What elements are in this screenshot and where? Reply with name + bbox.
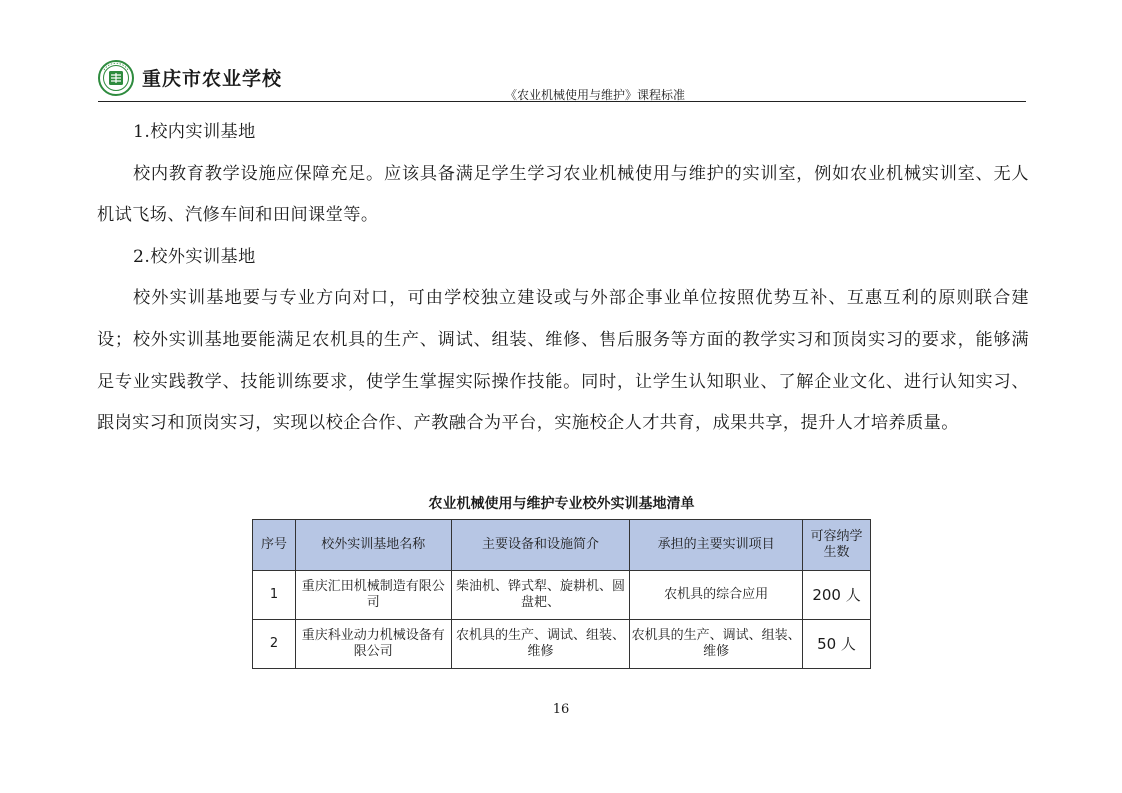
cell-index: 1 [253,571,296,620]
document-title: 《农业机械使用与维护》课程标准 [505,88,686,102]
table-header-row [253,520,871,571]
table-row [253,620,871,669]
cell-index: 2 [253,620,296,669]
col-header-projects: 承担的主要实训项目 [630,520,803,571]
col-header-name: 校外实训基地名称 [295,520,451,571]
col-header-capacity: 可容纳学生数 [803,520,871,571]
training-base-table [252,519,871,669]
paragraph-1: 校内教育教学设施应保障充足。应该具备满足学生学习农业机械使用与维护的实训室，例如农业机械实训室、无人机试飞场、汽修车间和田间课堂等。 [97,163,1029,226]
school-name: 重庆市农业学校 [142,68,283,90]
table-row [253,571,871,620]
cell-projects: 农机具的生产、调试、组装、维修 [630,620,803,669]
cell-capacity: 50 人 [803,620,871,669]
cell-equipment: 农机具的生产、调试、组装、维修 [451,620,630,669]
cell-capacity: 200 人 [803,571,871,620]
section-heading-1: 1.校内实训基地 [133,122,256,142]
header-divider [98,101,1026,102]
cell-name: 重庆汇田机械制造有限公司 [295,571,451,620]
section-heading-2: 2.校外实训基地 [133,246,256,267]
cell-projects: 农机具的综合应用 [630,571,803,620]
paragraph-2: 校外实训基地要与专业方向对口，可由学校独立建设或与外部企事业单位按照优势互补、互惠互利的原则联合建设；校外实训基地要能满足农机具的生产、调试、组装、维修、售后服务等方面的教学实习和顶岗实习的要求，能够满足专业实践教学、技能训练要求，使学生掌握实际操作技能。同时，让学生认知职业、了解企业文化、进行认知实习、跟岗实习和顶岗实习，实现以校企合作、产教融合为平台，实施校企人才共育，成果共享，提升人才培养质量。 [97,288,1029,434]
table-caption: 农业机械使用与维护专业校外实训基地清单 [428,496,695,512]
col-header-index: 序号 [253,520,296,571]
cell-name: 重庆科业动力机械设备有限公司 [295,620,451,669]
cell-equipment: 柴油机、铧式犁、旋耕机、圆盘耙、 [451,571,630,620]
school-emblem-icon [98,60,134,96]
col-header-equipment: 主要设备和设施简介 [451,520,630,571]
body-content [97,112,1029,445]
page-number: 16 [552,702,570,717]
